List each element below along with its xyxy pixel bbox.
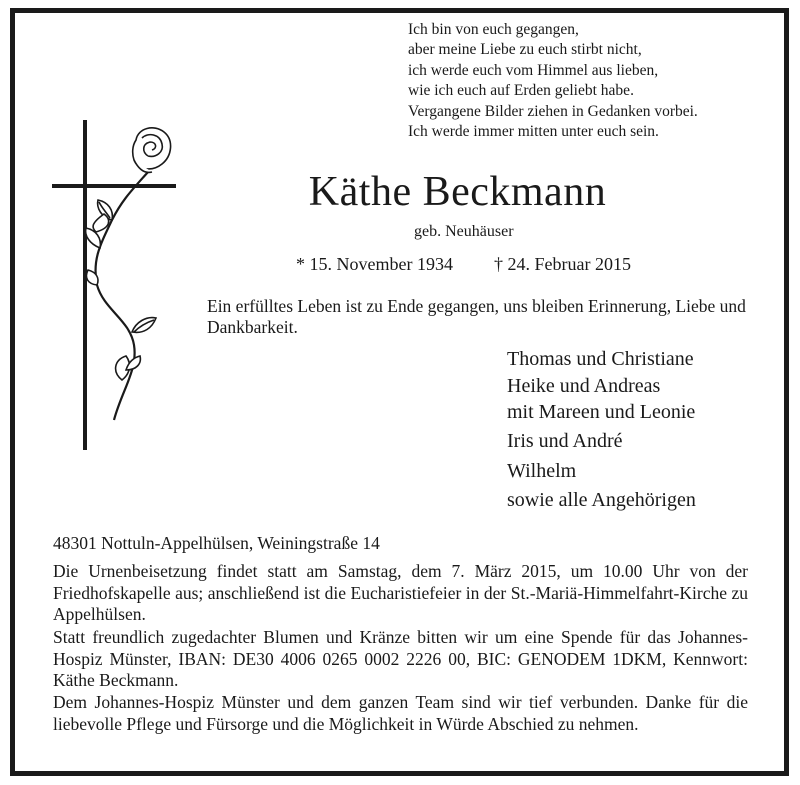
family-member: Wilhelm — [507, 459, 577, 482]
funeral-paragraph: Die Urnenbeisetzung findet statt am Samstag, dem 7. März 2015, um 10.00 Uhr von der Friedhofskapelle aus; anschließend ist die Eucharistiefeier in der St.-Mariä-Himmelfahrt-Kirche zu Appelhülsen. — [53, 561, 748, 624]
thanks-paragraph: Dem Johannes-Hospiz Münster und dem ganzen Team sind wir tief verbunden. Danke für die liebevolle Pflege und Fürsorge und die Möglichkeit in Würde Abschied zu nehmen. — [53, 692, 748, 734]
family-list — [507, 345, 696, 516]
poem-line: Vergangene Bilder ziehen in Gedanken vorbei. — [408, 102, 698, 120]
birth-date: * 15. November 1934 — [296, 254, 453, 274]
family-member: sowie alle Angehörigen — [507, 489, 696, 511]
poem-line: ich werde euch vom Himmel aus lieben, — [408, 61, 659, 79]
death-date: † 24. Februar 2015 — [494, 254, 631, 274]
donation-paragraph: Statt freundlich zugedachter Blumen und Kränze bitten wir um eine Spende für das Johannes-Hospiz Münster, IBAN: DE30 4006 0265 0002 2226 00, BIC: GENODEM 1DKM, Kennwort: Käthe Beckmann. — [53, 627, 748, 690]
family-member: Heike und Andreas — [507, 374, 661, 397]
poem-line: Ich bin von euch gegangen, — [408, 21, 579, 38]
family-member: mit Mareen und Leonie — [507, 400, 696, 423]
memory-text: Ein erfülltes Leben ist zu Ende gegangen, uns bleiben Erinnerung, Liebe und Dankbarkeit. — [207, 296, 746, 337]
family-member: Iris und André — [507, 430, 623, 452]
address: 48301 Nottuln-Appelhülsen, Weiningstraße 14 — [53, 533, 380, 553]
poem-line: aber meine Liebe zu euch stirbt nicht, — [408, 41, 642, 59]
maiden-name: geb. Neuhäuser — [414, 223, 514, 240]
poem-line: Ich werde immer mitten unter euch sein. — [408, 123, 659, 141]
poem — [408, 20, 698, 142]
deceased-name: Käthe Beckmann — [308, 169, 607, 215]
poem-line: wie ich euch auf Erden geliebt habe. — [408, 82, 634, 100]
family-member: Thomas und Christiane — [507, 348, 694, 370]
